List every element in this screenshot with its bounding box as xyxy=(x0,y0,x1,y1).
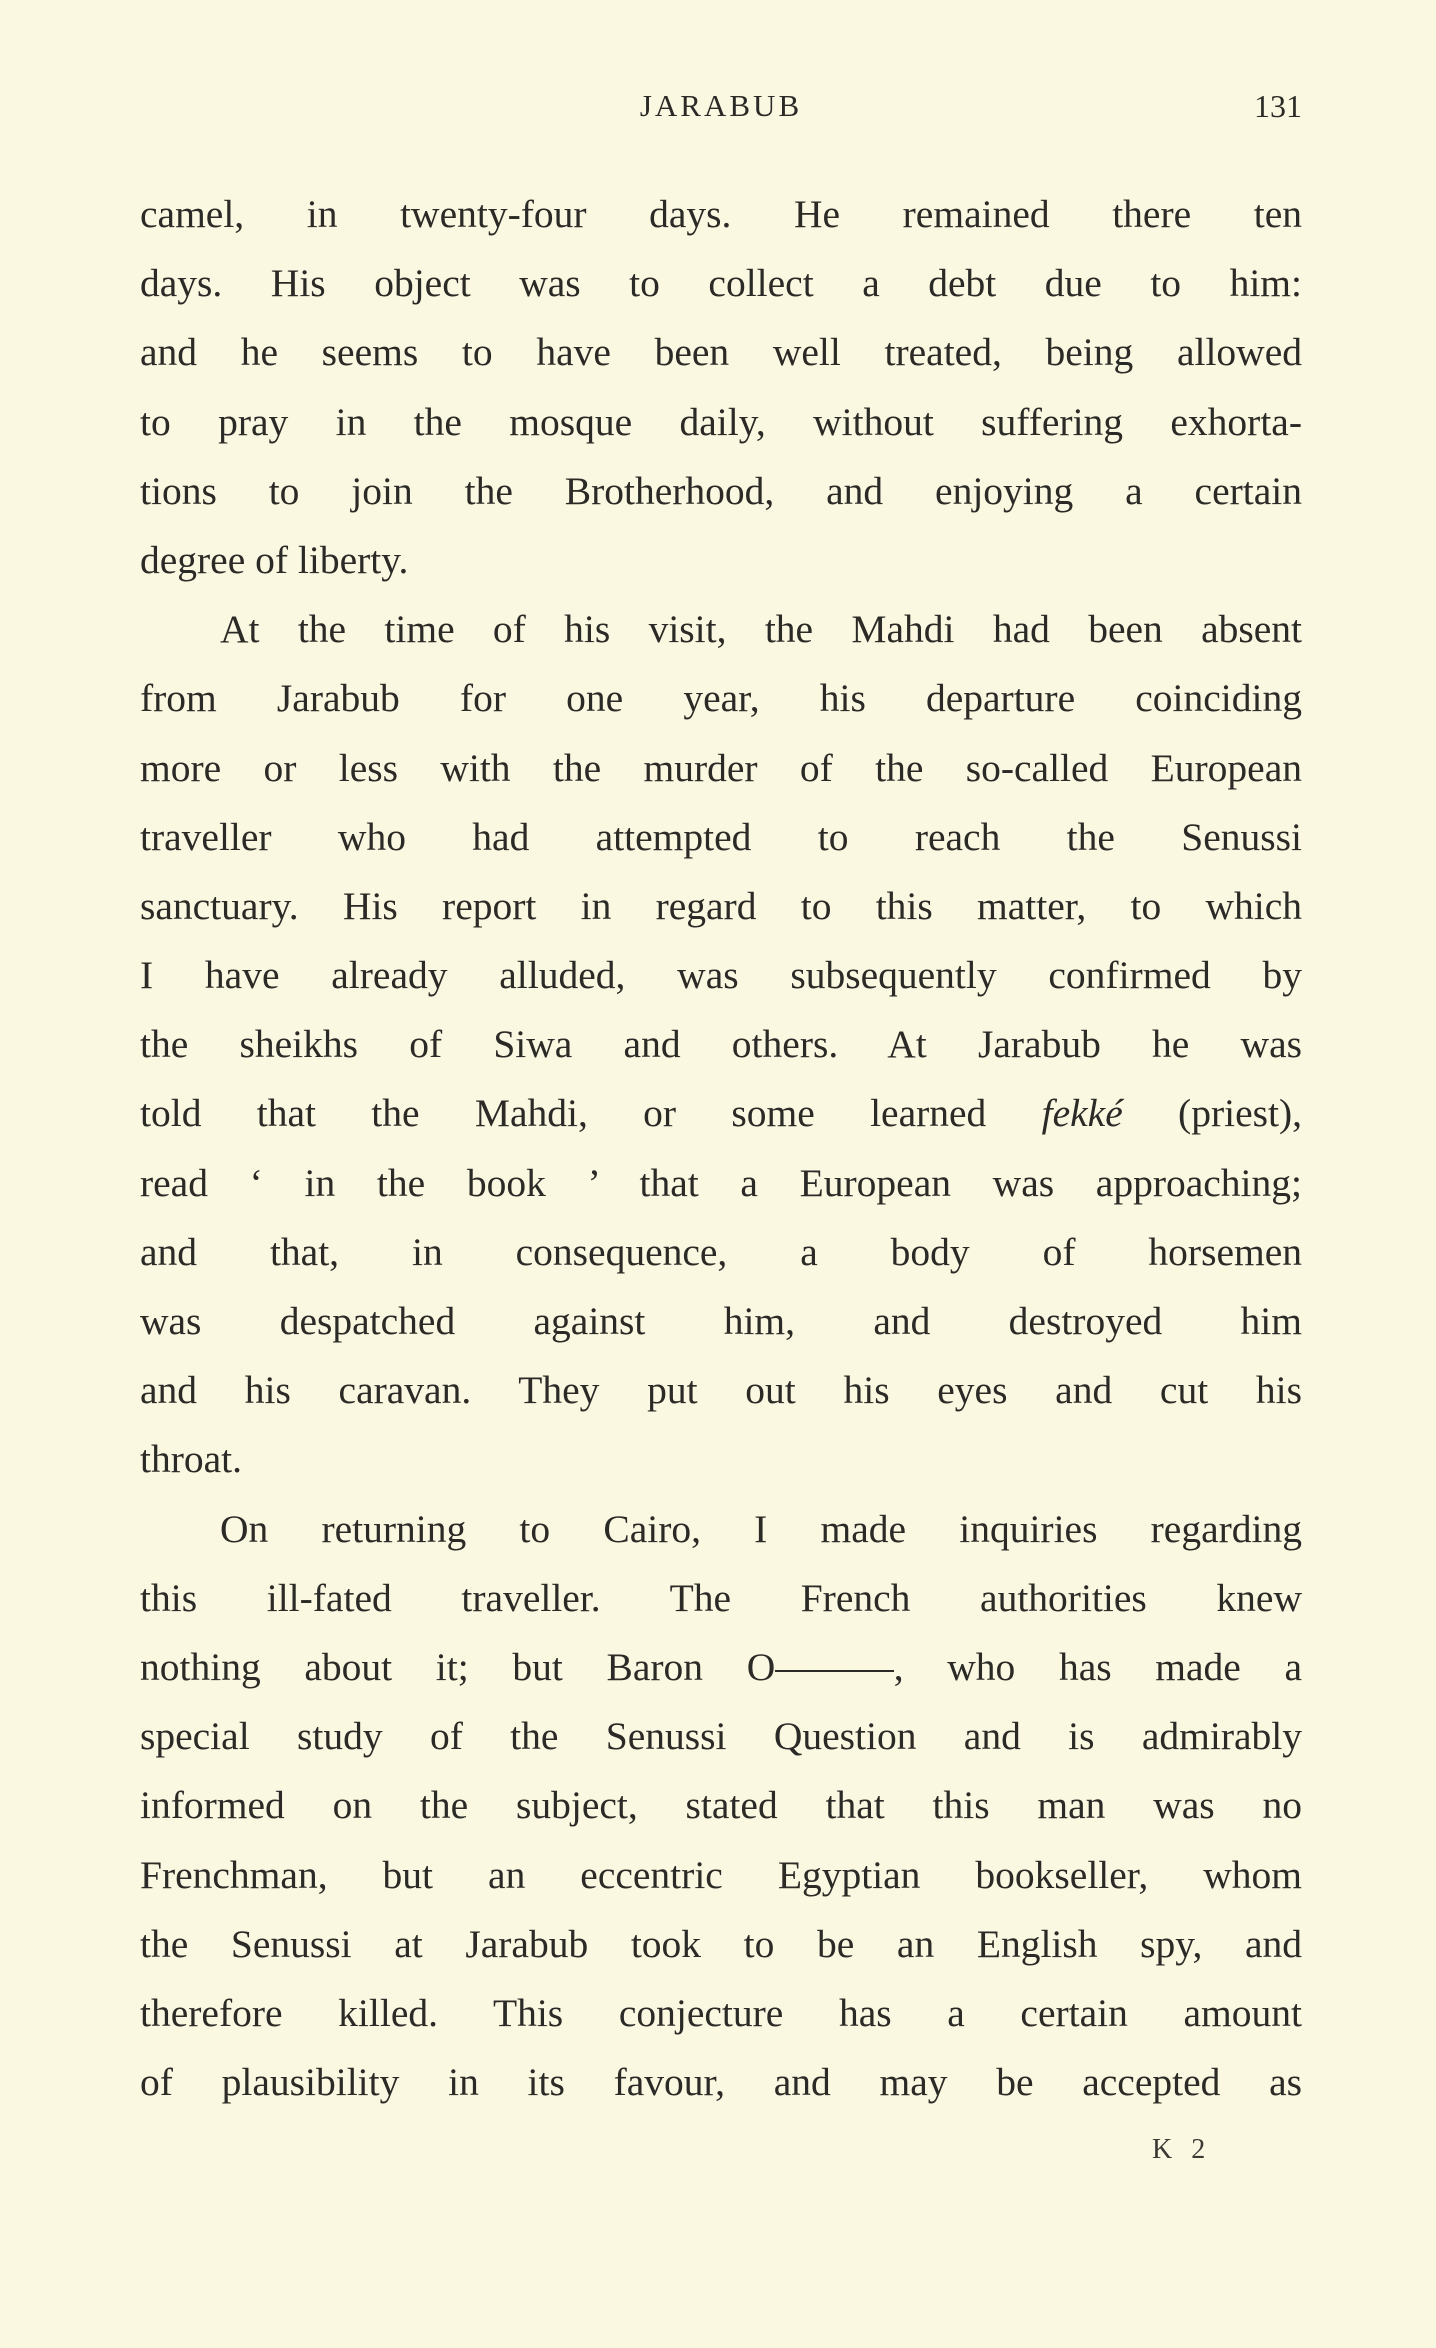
text-line: this ill-fated traveller. The French authorities knew xyxy=(140,1575,1302,1620)
text-line: sanctuary. His report in regard to this matter, to which xyxy=(140,883,1302,928)
text-line: therefore killed. This conjecture has a certain amount xyxy=(140,1990,1302,2035)
text-line: and he seems to have been well treated, being allowed xyxy=(140,330,1302,375)
text-line: On returning to Cairo, I made inquiries regarding xyxy=(220,1506,1302,1551)
text-line: the Senussi at Jarabub took to be an English spy, and xyxy=(140,1921,1302,1966)
text-line: traveller who had attempted to reach the Senussi xyxy=(140,814,1302,859)
page-number: 131 xyxy=(1254,88,1302,124)
text-line: degree of liberty. xyxy=(140,537,409,582)
text-line: tions to join the Brotherhood, and enjoying a certain xyxy=(140,468,1302,513)
body-text xyxy=(140,180,1302,2117)
text-line: informed on the subject, stated that this man was no xyxy=(140,1783,1302,1828)
signature-mark: K 2 xyxy=(1152,2134,1212,2165)
text-line: camel, in twenty-four days. He remained there ten xyxy=(140,192,1302,236)
text-line: was despatched against him, and destroyed him xyxy=(140,1299,1302,1343)
paragraph-1 xyxy=(140,180,1302,595)
text-line: and his caravan. They put out his eyes and cut his xyxy=(140,1368,1302,1413)
text-line: and that, in consequence, a body of horsemen xyxy=(140,1229,1302,1274)
text-line: days. His object was to collect a debt due to him: xyxy=(140,261,1302,306)
text-segment: (priest), xyxy=(1122,1091,1302,1136)
text-line: to pray in the mosque daily, without suffering exhorta- xyxy=(140,399,1302,444)
text-line-with-italic xyxy=(140,1079,1302,1148)
text-line: Frenchman, but an eccentric Egyptian bookseller, whom xyxy=(140,1852,1302,1897)
text-line: nothing about it; but Baron O———, who has made a xyxy=(140,1644,1302,1689)
text-segment: told that the Mahdi, or some learned xyxy=(140,1091,1042,1136)
running-title: JARABUB xyxy=(639,88,803,123)
text-line: At the time of his visit, the Mahdi had been absent xyxy=(220,607,1302,652)
paragraph-2 xyxy=(140,595,1302,1494)
text-line: read ‘ in the book ’ that a European was approaching; xyxy=(140,1160,1302,1205)
text-line: more or less with the murder of the so-called European xyxy=(140,745,1302,790)
text-line: I have already alluded, was subsequently confirmed by xyxy=(140,953,1302,998)
page-header xyxy=(140,88,1302,138)
text-line: throat. xyxy=(140,1437,243,1482)
text-line: from Jarabub for one year, his departure coinciding xyxy=(140,676,1302,721)
italic-word: fekké xyxy=(1041,1091,1123,1136)
text-line: special study of the Senussi Question and is admirably xyxy=(140,1714,1302,1759)
text-line: of plausibility in its favour, and may be accepted as xyxy=(140,2060,1302,2105)
text-line: the sheikhs of Siwa and others. At Jarabub he was xyxy=(140,1022,1302,1067)
paragraph-3 xyxy=(140,1495,1302,2118)
